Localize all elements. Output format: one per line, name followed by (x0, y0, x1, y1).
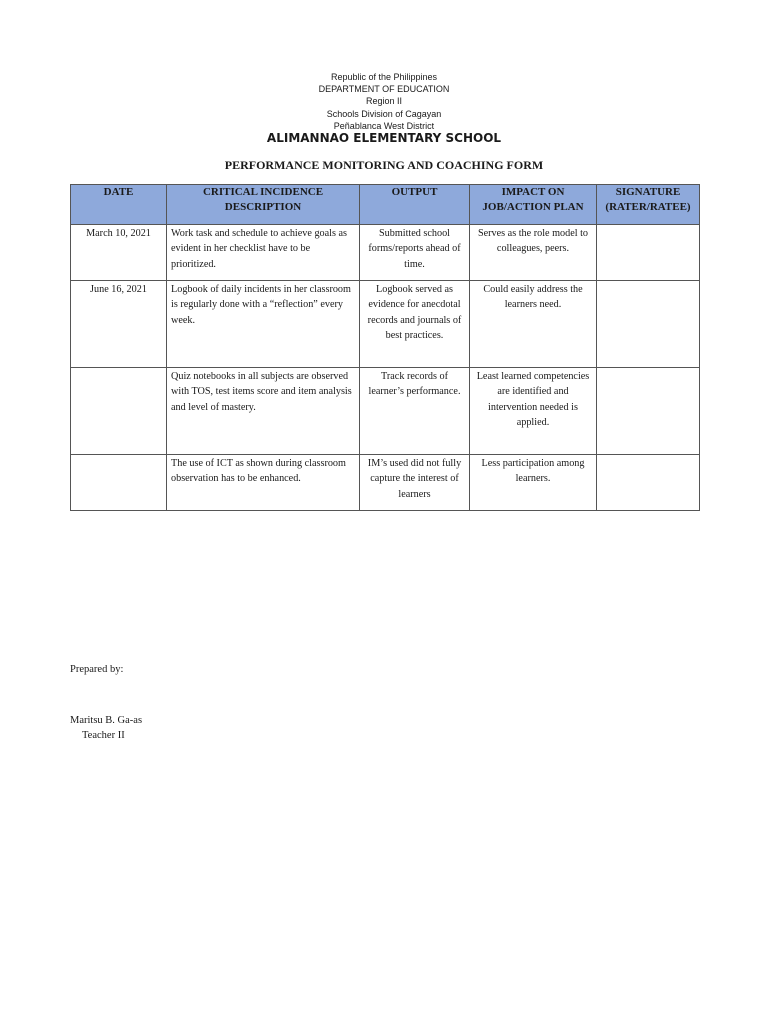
table-header-row (71, 185, 700, 225)
cell-date: March 10, 2021 (71, 225, 167, 281)
cell-impact: Could easily address the learners need. (470, 281, 597, 368)
signatory-position: Teacher II (82, 730, 125, 741)
cell-output: Track records of learner’s performance. (360, 368, 470, 455)
signatory (70, 713, 142, 743)
column-header-signature: SIGNATURE (RATER/RATEE) (597, 185, 700, 225)
letterhead-line-department: DEPARTMENT OF EDUCATION (318, 84, 450, 95)
cell-signature (597, 455, 700, 511)
table-row (71, 455, 700, 511)
cell-description: Quiz notebooks in all subjects are observed with TOS, test items score and item analysis and level of mastery. (167, 368, 360, 455)
cell-date: June 16, 2021 (71, 281, 167, 368)
cell-output: Submitted school forms/reports ahead of time. (360, 225, 470, 281)
cell-date (71, 368, 167, 455)
school-name: ALIMANNAO ELEMENTARY SCHOOL (266, 131, 502, 145)
letterhead-line-district: Peñablanca West District (333, 120, 435, 131)
cell-impact: Serves as the role model to colleagues, peers. (470, 225, 597, 281)
letterhead-line-country: Republic of the Philippines (330, 72, 438, 82)
cell-description: Work task and schedule to achieve goals as evident in her checklist have to be prioritized. (167, 225, 360, 281)
prepared-by-label: Prepared by: (70, 664, 124, 675)
table-row (71, 281, 700, 368)
letterhead (0, 71, 768, 132)
table-row (71, 225, 700, 281)
signatory-name: Maritsu B. Ga-as (70, 715, 143, 726)
letterhead-line-region: Region II (365, 96, 403, 107)
cell-signature (597, 225, 700, 281)
column-header-output: OUTPUT (360, 185, 470, 225)
cell-signature (597, 281, 700, 368)
cell-impact: Least learned competencies are identified and intervention needed is applied. (470, 368, 597, 455)
cell-impact: Less participation among learners. (470, 455, 597, 511)
column-header-impact: IMPACT ON JOB/ACTION PLAN (470, 185, 597, 225)
cell-signature (597, 368, 700, 455)
cell-date (71, 455, 167, 511)
cell-output: Logbook served as evidence for anecdotal records and journals of best practices. (360, 281, 470, 368)
cell-description: The use of ICT as shown during classroom observation has to be enhanced. (167, 455, 360, 511)
cell-output: IM’s used did not fully capture the interest of learners (360, 455, 470, 511)
form-title: PERFORMANCE MONITORING AND COACHING FORM (224, 158, 544, 172)
coaching-table (70, 184, 700, 511)
column-header-description: CRITICAL INCIDENCE DESCRIPTION (167, 185, 360, 225)
letterhead-line-division: Schools Division of Cagayan (326, 108, 442, 119)
table-row (71, 368, 700, 455)
column-header-date: DATE (71, 185, 167, 225)
cell-description: Logbook of daily incidents in her classroom is regularly done with a “reflection” every week. (167, 281, 360, 368)
